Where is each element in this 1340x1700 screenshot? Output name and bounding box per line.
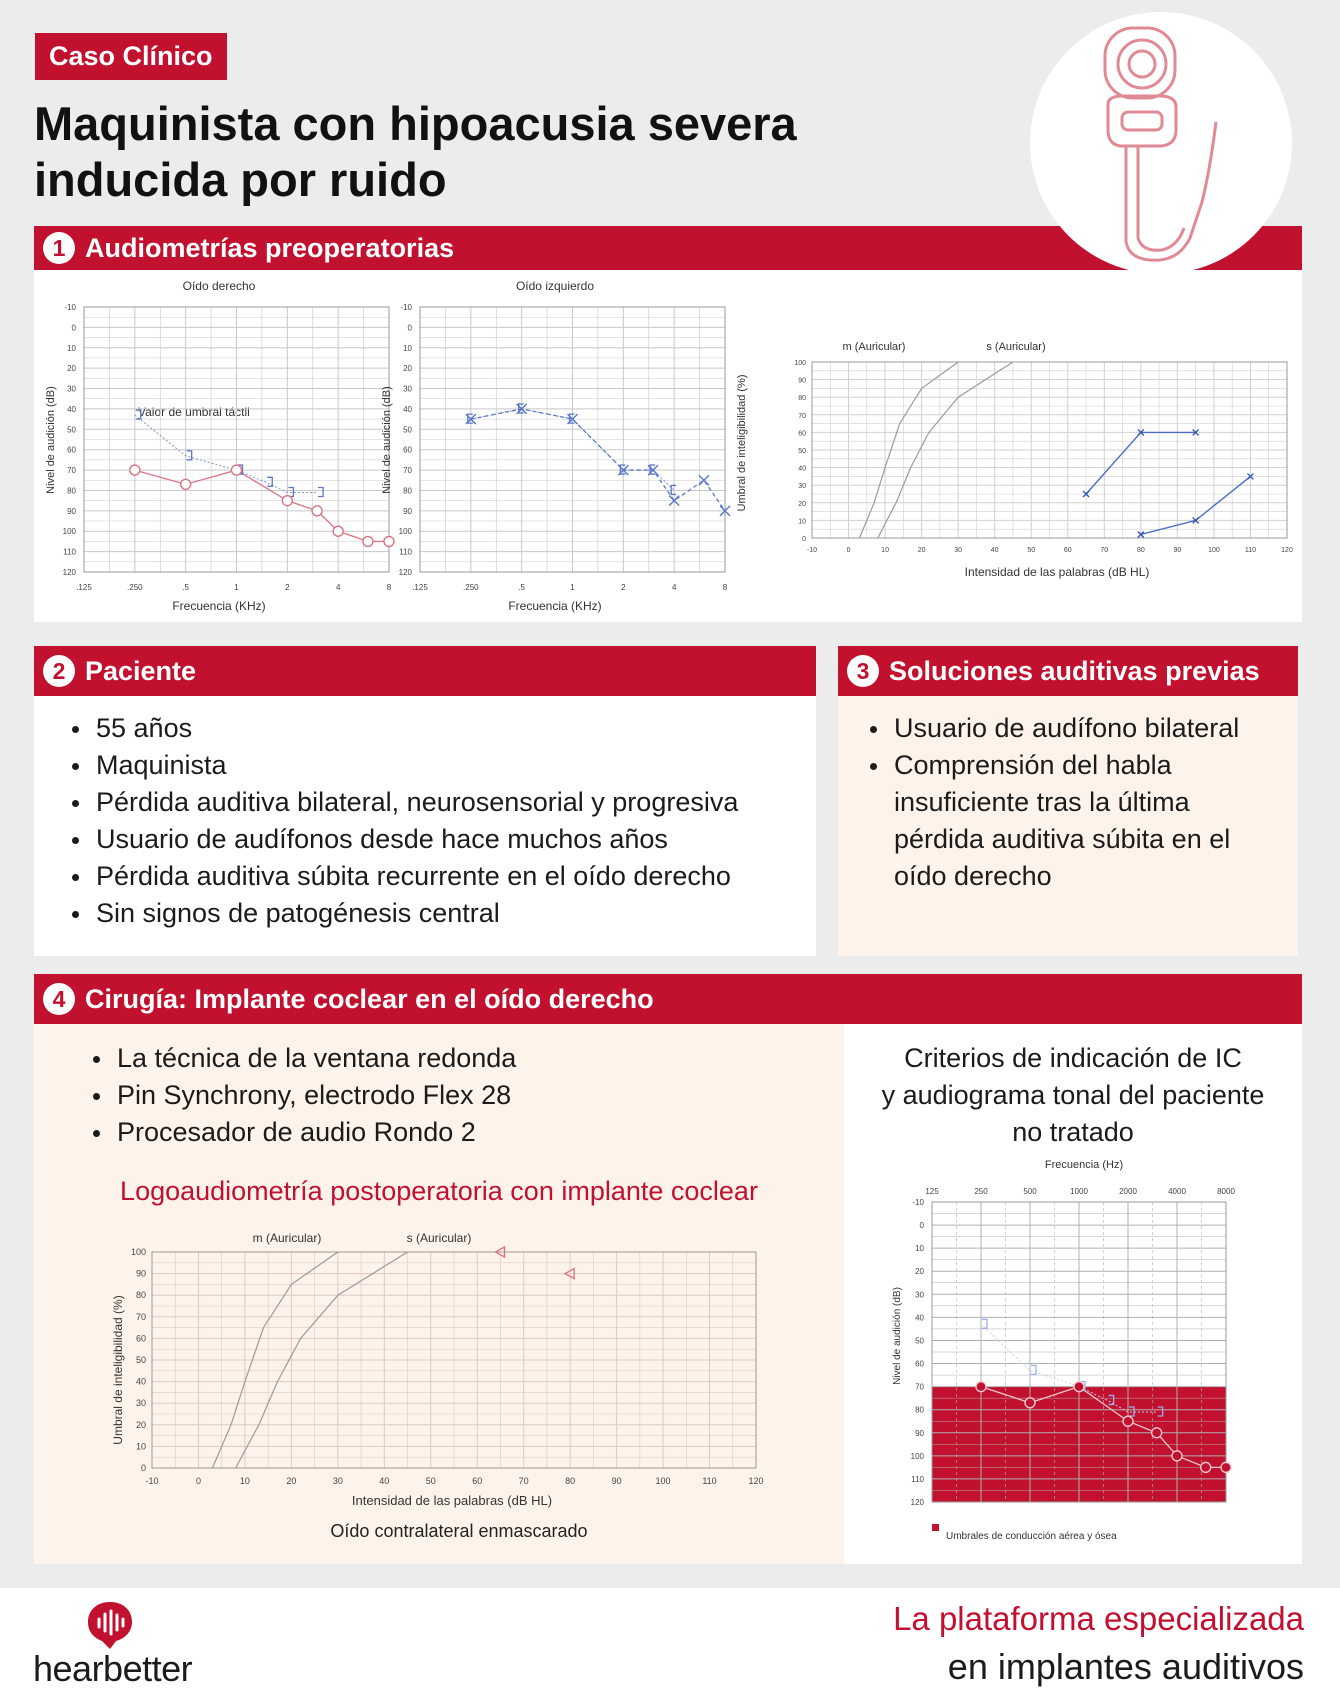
y-tick-label: 20 (403, 364, 412, 374)
y-axis-label: Umbral de inteligibilidad (%) (111, 1295, 125, 1445)
list-item: Usuario de audífono bilateral (866, 710, 1266, 747)
air-marker (1201, 1462, 1211, 1472)
y-tick-label: 10 (135, 1441, 146, 1452)
preop-audiometry-panel (34, 270, 1302, 622)
left-ear-audiogram (370, 270, 728, 620)
y-tick-label: 40 (798, 465, 806, 473)
x-tick-label: 90 (611, 1476, 622, 1486)
y-tick-label: 0 (71, 323, 76, 333)
y-tick-label: 100 (398, 527, 412, 537)
bone-marker (1031, 1365, 1036, 1374)
section-title: Soluciones auditivas previas (889, 655, 1260, 686)
x-tick-label: 1 (234, 583, 239, 592)
x-tick-label: .5 (518, 583, 526, 592)
x-tick-label: 10 (239, 1476, 250, 1486)
y-tick-label: 100 (130, 1247, 146, 1257)
ref-label-m: m (Auricular) (842, 341, 906, 353)
x-tick-label: 1000 (1070, 1187, 1088, 1196)
air-marker (1221, 1462, 1231, 1472)
previous-solutions-list (866, 710, 1266, 895)
x-tick-label: 0 (846, 547, 851, 554)
chart-title: Oído derecho (182, 279, 256, 293)
postop-speech-audiogram (104, 1224, 804, 1524)
tagline-1: La plataforma especializada (893, 1600, 1304, 1637)
page-title: Maquinista con hipoacusia severa inducida por ruido (34, 97, 797, 206)
y-tick-label: 50 (135, 1355, 146, 1365)
top-axis-label: Frecuencia (Hz) (1044, 1159, 1124, 1171)
air-marker (1123, 1416, 1133, 1426)
y-tick-label: 40 (403, 404, 412, 414)
x-tick-label: .5 (182, 583, 190, 592)
y-tick-label: 100 (910, 1451, 924, 1461)
x-tick-label: 50 (425, 1476, 436, 1486)
list-item: Sin signos de patogénesis central (68, 895, 738, 932)
x-tick-label: 8 (722, 583, 728, 592)
y-tick-label: 70 (135, 1311, 146, 1322)
x-tick-label: 100 (655, 1476, 671, 1486)
list-item: Pérdida auditiva súbita recurrente en el oído derecho (68, 858, 738, 895)
y-tick-label: 20 (67, 364, 76, 374)
x-tick-label: 30 (954, 547, 963, 554)
y-tick-label: 20 (798, 500, 806, 508)
postop-chart-title: Logoaudiometría postoperatoria con implante coclear (120, 1176, 758, 1206)
x-tick-label: 0 (195, 1476, 201, 1486)
hero-circle (1030, 12, 1292, 274)
x-tick-label: 20 (286, 1476, 297, 1486)
list-item: Pérdida auditiva bilateral, neurosensorial y progresiva (68, 784, 738, 821)
y-tick-label: 110 (399, 547, 412, 557)
list-item: Pin Synchrony, electrodo Flex 28 (89, 1077, 516, 1114)
y-axis-label: Umbral de inteligibilidad (%) (736, 374, 748, 512)
surgery-panel (34, 1024, 844, 1564)
air-marker (1152, 1428, 1162, 1438)
x-tick-label: 80 (1136, 547, 1145, 554)
air-marker (130, 465, 140, 475)
list-item: Procesador de audio Rondo 2 (89, 1114, 516, 1151)
y-tick-label: 90 (403, 506, 412, 516)
x-tick-label: 70 (1100, 547, 1109, 554)
y-tick-label: 70 (67, 466, 76, 476)
y-tick-label: 80 (915, 1405, 924, 1415)
y-tick-label: 70 (403, 466, 412, 476)
y-tick-label: 70 (915, 1382, 924, 1392)
bone-marker (187, 451, 192, 460)
surgery-list (89, 1040, 516, 1151)
x-axis-label: Frecuencia (KHz) (508, 599, 602, 613)
y-tick-label: 10 (798, 518, 806, 526)
cochlear-implant-icon (1030, 12, 1292, 274)
y-tick-label: 40 (135, 1376, 146, 1387)
x-axis-label: Frecuencia (KHz) (172, 599, 266, 613)
y-tick-label: 40 (67, 404, 76, 414)
x-tick-label: -10 (145, 1476, 159, 1486)
y-tick-label: -10 (912, 1198, 924, 1207)
x-tick-label: 120 (748, 1476, 764, 1486)
x-tick-label: 60 (472, 1476, 483, 1486)
x-tick-label: 40 (990, 547, 999, 554)
x-axis-label: Intensidad de las palabras (dB HL) (351, 1493, 553, 1508)
x-tick-label: 110 (702, 1476, 717, 1486)
y-tick-label: 0 (802, 536, 806, 543)
list-item: La técnica de la ventana redonda (89, 1040, 516, 1077)
y-tick-label: 50 (403, 425, 412, 435)
y-tick-label: 90 (915, 1428, 924, 1438)
preop-speech-audiogram (724, 270, 1294, 620)
y-tick-label: 80 (135, 1290, 146, 1301)
criteria-panel (844, 1024, 1302, 1564)
y-tick-label: 0 (919, 1221, 924, 1231)
list-item: Comprensión del habla insuficiente tras la última pérdida auditiva súbita en el oído derecho (866, 747, 1266, 895)
y-tick-label: -10 (64, 303, 76, 312)
x-tick-label: 4000 (1168, 1187, 1186, 1196)
legend-swatch (932, 1524, 939, 1531)
air-marker (333, 526, 343, 536)
y-tick-label: 60 (135, 1333, 146, 1344)
x-tick-label: .250 (463, 583, 479, 592)
x-tick-label: 60 (1063, 547, 1072, 554)
y-tick-label: 80 (403, 486, 412, 496)
list-item: Usuario de audífonos desde hace muchos años (68, 821, 738, 858)
y-tick-label: 90 (798, 377, 806, 385)
tagline-2: en implantes auditivos (947, 1646, 1304, 1687)
y-tick-label: 120 (398, 568, 412, 577)
y-tick-label: 80 (67, 486, 76, 496)
y-tick-label: 30 (798, 483, 806, 491)
x-tick-label: .250 (127, 583, 143, 592)
x-tick-label: 10 (881, 547, 889, 554)
x-tick-label: 4 (335, 583, 341, 592)
right-ear-audiogram (34, 270, 392, 620)
hearbetter-logo-icon (86, 1600, 134, 1650)
section-title: Audiometrías preoperatorias (85, 232, 455, 263)
y-tick-label: 90 (135, 1268, 146, 1279)
x-tick-label: 40 (379, 1476, 390, 1486)
section-number: 4 (43, 983, 75, 1015)
x-tick-label: 125 (925, 1187, 939, 1196)
y-tick-label: 70 (798, 412, 806, 420)
x-tick-label: 4 (671, 583, 677, 592)
air-marker (181, 479, 191, 489)
y-tick-label: 90 (67, 506, 76, 516)
y-tick-label: 10 (403, 343, 412, 353)
section-3-header (838, 646, 1298, 696)
x-tick-label: 30 (332, 1476, 343, 1486)
x-tick-label: 50 (1027, 547, 1036, 554)
air-marker (1025, 1398, 1035, 1408)
x-tick-label: 250 (974, 1187, 988, 1196)
x-tick-label: 80 (565, 1476, 576, 1486)
x-tick-label: 90 (1173, 547, 1182, 554)
x-tick-label: 8000 (1217, 1187, 1235, 1196)
x-tick-label: 8 (386, 583, 392, 592)
x-tick-label: 20 (917, 547, 926, 554)
patient-list (68, 710, 738, 932)
y-tick-label: 30 (67, 384, 76, 394)
air-marker (282, 496, 292, 506)
y-tick-label: 100 (62, 527, 76, 537)
x-tick-label: -10 (806, 547, 818, 554)
section-4-header (34, 974, 1302, 1024)
y-axis-label: Nivel de audición (dB) (45, 386, 57, 494)
x-tick-label: 70 (518, 1476, 529, 1486)
previous-solutions-panel (838, 696, 1298, 956)
y-tick-label: 0 (407, 323, 412, 333)
section-title: Paciente (85, 655, 197, 686)
air-marker (312, 506, 322, 516)
y-tick-label: 10 (67, 343, 76, 353)
air-marker (1074, 1382, 1084, 1392)
postop-caption: Oído contralateral enmascarado (330, 1521, 588, 1541)
criteria-audiogram (844, 1156, 1302, 1556)
section-title: Cirugía: Implante coclear en el oído derecho (85, 983, 654, 1014)
y-axis-label: Nivel de audición (dB) (892, 1287, 903, 1385)
x-tick-label: 100 (1208, 547, 1220, 554)
y-tick-label: 120 (910, 1498, 924, 1507)
y-tick-label: 60 (67, 445, 76, 455)
footer (0, 1588, 1340, 1700)
section-number: 2 (43, 655, 75, 687)
y-tick-label: 110 (911, 1474, 924, 1484)
list-item: 55 años (68, 710, 738, 747)
x-tick-label: 2 (285, 583, 290, 592)
x-tick-label: 2000 (1119, 1187, 1137, 1196)
air-marker (232, 465, 242, 475)
brand-name: hearbetter (33, 1648, 193, 1689)
criteria-title: Criterios de indicación de IC y audiograma tonal del paciente no tratado (881, 1043, 1265, 1147)
ref-label-m: m (Auricular) (252, 1231, 322, 1245)
section-number: 3 (847, 655, 879, 687)
y-tick-label: 60 (915, 1359, 924, 1369)
y-tick-label: 0 (140, 1463, 146, 1473)
bone-marker (267, 477, 272, 486)
y-tick-label: 20 (915, 1267, 924, 1277)
y-tick-label: -10 (400, 303, 412, 312)
list-item: Maquinista (68, 747, 738, 784)
y-tick-label: 100 (794, 360, 806, 367)
y-tick-label: 50 (67, 425, 76, 435)
case-badge: Caso Clínico (35, 33, 227, 80)
x-tick-label: 120 (1281, 547, 1293, 554)
chart-title: Oído izquierdo (515, 279, 595, 293)
x-tick-label: .125 (76, 583, 92, 592)
y-tick-label: 80 (798, 395, 806, 403)
bone-marker (318, 488, 323, 497)
y-tick-label: 30 (403, 384, 412, 394)
y-tick-label: 40 (915, 1313, 924, 1323)
x-tick-label: 2 (621, 583, 626, 592)
y-tick-label: 30 (915, 1290, 924, 1300)
y-tick-label: 120 (62, 568, 76, 577)
bone-line (135, 415, 317, 492)
patient-panel (34, 696, 816, 956)
y-tick-label: 30 (135, 1398, 146, 1409)
x-tick-label: 500 (1023, 1187, 1037, 1196)
annotation-tactile: Valor de umbral táctil (138, 405, 250, 419)
air-marker (976, 1382, 986, 1392)
y-tick-label: 50 (798, 448, 806, 455)
x-axis-label: Intensidad de las palabras (dB HL) (964, 565, 1150, 579)
x-tick-label: .125 (412, 583, 428, 592)
ref-label-s: s (Auricular) (986, 341, 1046, 353)
ref-label-s: s (Auricular) (406, 1231, 472, 1245)
y-tick-label: 110 (63, 547, 76, 557)
legend-label: Umbrales de conducción aérea y ósea (946, 1531, 1117, 1542)
section-2-header (34, 646, 816, 696)
y-tick-label: 20 (135, 1419, 146, 1430)
section-number: 1 (43, 232, 75, 264)
y-tick-label: 60 (798, 430, 806, 438)
y-tick-label: 50 (915, 1336, 924, 1346)
x-tick-label: 110 (1244, 547, 1257, 554)
y-tick-label: 60 (403, 445, 412, 455)
y-tick-label: 10 (915, 1244, 924, 1254)
y-axis-label: Nivel de audición (dB) (381, 386, 393, 494)
x-tick-label: 1 (570, 583, 575, 592)
air-marker (1172, 1451, 1182, 1461)
